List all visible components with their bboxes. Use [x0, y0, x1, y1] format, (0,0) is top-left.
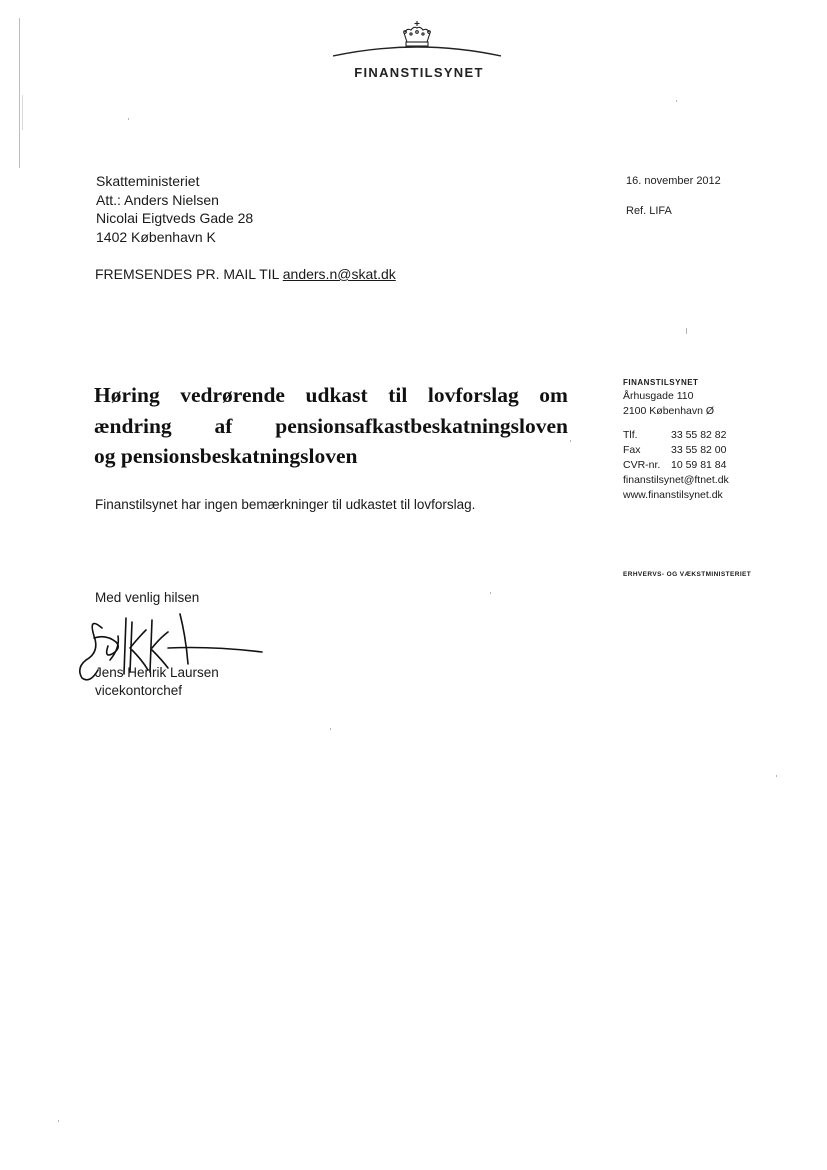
- scan-speck: [330, 728, 331, 730]
- signer-name: Jens Henrik Laursen: [95, 665, 219, 680]
- delivery-prefix: FREMSENDES PR. MAIL TIL: [95, 266, 279, 282]
- recipient-attention: Att.: Anders Nielsen: [96, 191, 219, 208]
- recipient-address: [96, 172, 253, 246]
- cvr-value: 10 59 81 84: [671, 459, 727, 471]
- subject-word: af: [214, 413, 233, 438]
- scan-speck: [686, 328, 687, 334]
- recipient-street: Nicolai Eigtveds Gade 28: [96, 210, 254, 226]
- recipient-email-link[interactable]: anders.n@skat.dk: [282, 266, 396, 282]
- closing-greeting: Med venlig hilsen: [95, 590, 200, 605]
- subject-word: om: [539, 383, 568, 407]
- subject-line-3: og pensionsbeskatningsloven: [94, 444, 358, 468]
- phone-value: 33 55 82 82: [671, 429, 727, 441]
- agency-logo-text: FINANSTILSYNET: [354, 65, 484, 80]
- reference: Ref. LIFA: [626, 205, 672, 217]
- subject-line-1: [94, 380, 568, 411]
- phone-label: Tlf.: [623, 429, 638, 441]
- delivery-line: [95, 266, 396, 282]
- fax-label: Fax: [623, 444, 641, 456]
- signer-title: vicekontorchef: [95, 683, 183, 698]
- scan-speck: [58, 1120, 59, 1122]
- recipient-city: 1402 København K: [96, 228, 216, 245]
- ministry-label: ERHVERVS- OG VÆKSTMINISTERIET: [623, 571, 752, 578]
- subject-line-2: [94, 411, 568, 442]
- phone-row: [623, 428, 729, 443]
- sender-city: 2100 København Ø: [623, 405, 715, 417]
- subject-word: vedrørende: [180, 383, 285, 407]
- subject-word: lovforslag: [427, 383, 519, 407]
- scan-edge-line: [19, 18, 20, 168]
- sender-email-link[interactable]: finanstilsynet@ftnet.dk: [623, 474, 729, 486]
- subject-heading: [94, 380, 574, 472]
- sender-org: FINANSTILSYNET: [623, 378, 699, 387]
- letterhead-swoosh-line: [333, 42, 501, 58]
- cvr-row: [623, 458, 729, 473]
- subject-word: udkast: [305, 383, 368, 407]
- letter-date: 16. november 2012: [626, 175, 721, 187]
- cvr-label: CVR-nr.: [623, 459, 661, 471]
- sender-website-link[interactable]: www.finanstilsynet.dk: [623, 489, 723, 501]
- fax-value: 33 55 82 00: [671, 444, 727, 456]
- recipient-name: Skatteministeriet: [96, 173, 200, 189]
- subject-word: ændring: [94, 413, 172, 438]
- subject-word: til: [388, 383, 408, 407]
- sender-street: Århusgade 110: [623, 390, 694, 402]
- scan-speck: [128, 118, 129, 120]
- scan-speck: [570, 440, 571, 442]
- subject-word: Høring: [94, 383, 160, 407]
- scan-speck: [490, 592, 491, 594]
- fax-row: [623, 443, 729, 458]
- body-paragraph: Finanstilsynet har ingen bemærkninger til udkastet til lovforslag.: [95, 497, 476, 512]
- sender-info-sidebar: [623, 377, 729, 503]
- scan-edge-line: [22, 95, 23, 130]
- subject-word: pensionsafkastbeskatningsloven: [275, 413, 568, 438]
- scan-speck: [676, 100, 677, 102]
- scan-speck: [776, 775, 777, 777]
